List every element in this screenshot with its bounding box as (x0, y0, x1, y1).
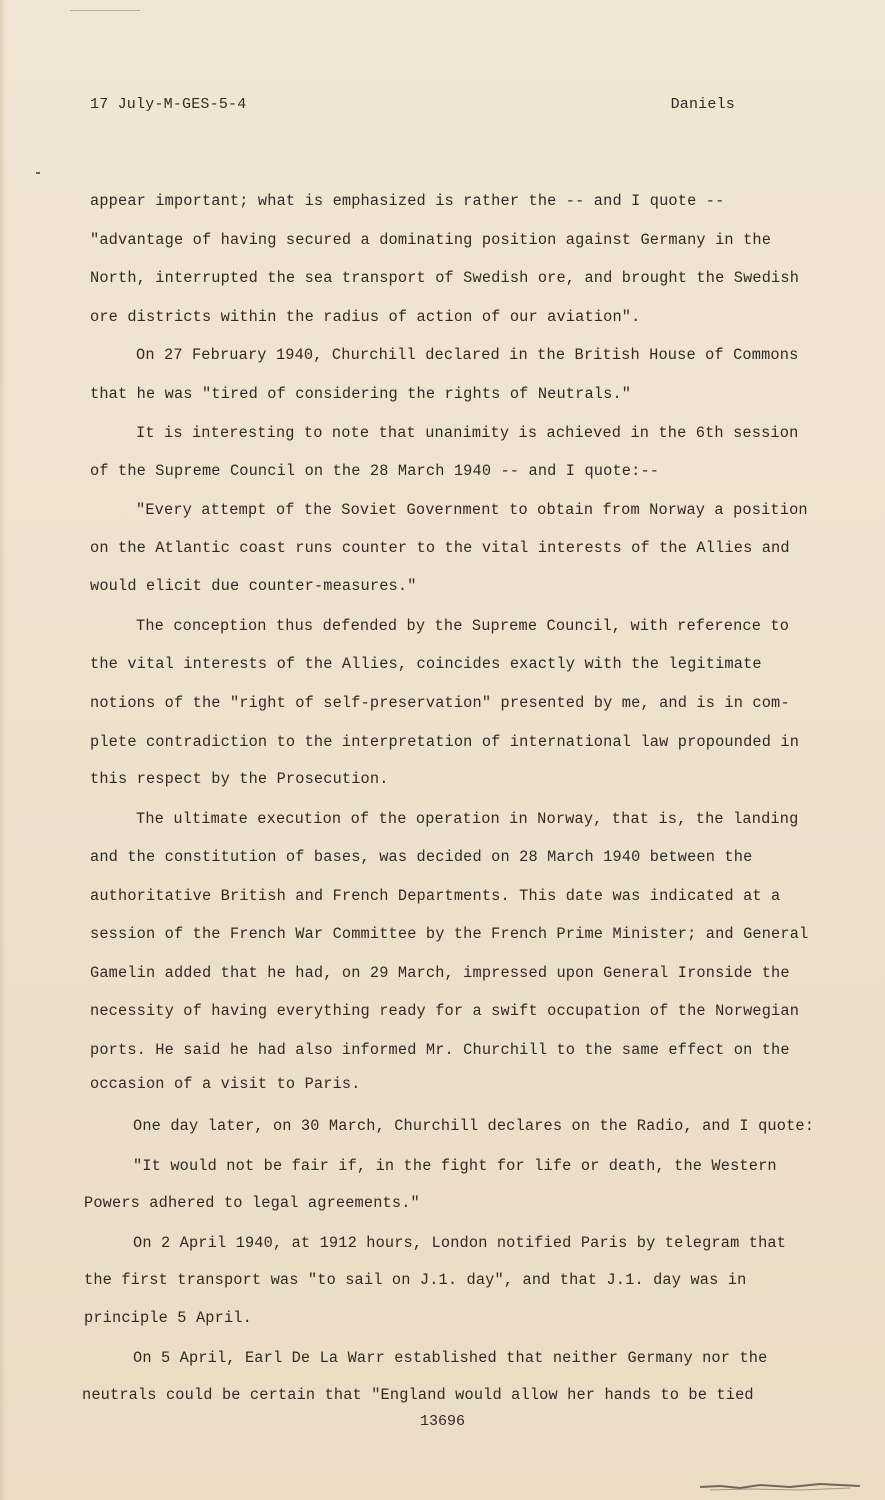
body-line: ore districts within the radius of action of our aviation". (90, 308, 641, 326)
body-line: principle 5 April. (84, 1309, 252, 1327)
body-line: The conception thus defended by the Supreme Council, with reference to (136, 617, 790, 635)
torn-edge-marks (700, 1478, 860, 1492)
body-line: and the constitution of bases, was decided on 28 March 1940 between the (90, 848, 753, 866)
body-line: necessity of having everything ready for a swift occupation of the Norwegian (90, 1002, 800, 1020)
reporter-name: Daniels (670, 96, 735, 113)
body-line: of the Supreme Council on the 28 March 1940 -- and I quote:-- (90, 462, 660, 480)
body-line: that he was "tired of considering the rights of Neutrals." (90, 385, 632, 403)
body-line: Gamelin added that he had, on 29 March, impressed upon General Ironside the (90, 964, 790, 982)
margin-mark (36, 172, 40, 174)
body-line: The ultimate execution of the operation in Norway, that is, the landing (136, 810, 799, 828)
body-line: notions of the "right of self-preservation" presented by me, and is in com- (90, 694, 790, 712)
body-line: On 27 February 1940, Churchill declared in the British House of Commons (136, 346, 799, 364)
body-line: would elicit due counter-measures." (90, 577, 417, 595)
body-line: the vital interests of the Allies, coincides exactly with the legitimate (90, 655, 762, 673)
body-line: "advantage of having secured a dominating position against Germany in the (90, 231, 772, 249)
body-line: "It would not be fair if, in the fight for life or death, the Western (133, 1157, 777, 1175)
body-line: plete contradiction to the interpretation of international law propounded in (90, 733, 800, 751)
body-line: ports. He said he had also informed Mr. Churchill to the same effect on the (90, 1041, 790, 1059)
page-number: 13696 (419, 1413, 465, 1430)
body-line: On 2 April 1940, at 1912 hours, London notified Paris by telegram that (133, 1234, 787, 1252)
body-line: North, interrupted the sea transport of Swedish ore, and brought the Swedish (90, 269, 800, 287)
body-line: "Every attempt of the Soviet Government to obtain from Norway a position (136, 501, 808, 519)
body-line: It is interesting to note that unanimity is achieved in the 6th session (136, 424, 799, 442)
document-reference: 17 July-M-GES-5-4 (90, 96, 247, 113)
body-line: neutrals could be certain that "England would allow her hands to be tied (82, 1386, 754, 1404)
body-line: On 5 April, Earl De La Warr established that neither Germany nor the (133, 1349, 768, 1367)
body-line: on the Atlantic coast runs counter to the vital interests of the Allies and (90, 539, 790, 557)
pencil-mark (70, 10, 140, 11)
body-line: the first transport was "to sail on J.1. day", and that J.1. day was in (84, 1271, 747, 1289)
body-line: appear important; what is emphasized is rather the -- and I quote -- (90, 192, 725, 210)
body-line: this respect by the Prosecution. (90, 770, 389, 788)
body-line: authoritative British and French Departments. This date was indicated at a (90, 887, 781, 905)
body-line: One day later, on 30 March, Churchill declares on the Radio, and I quote: (133, 1117, 815, 1135)
page-edge-shadow (0, 0, 6, 1500)
body-line: Powers adhered to legal agreements." (84, 1194, 420, 1212)
body-line: occasion of a visit to Paris. (90, 1075, 361, 1093)
body-line: session of the French War Committee by the French Prime Minister; and General (90, 925, 809, 943)
